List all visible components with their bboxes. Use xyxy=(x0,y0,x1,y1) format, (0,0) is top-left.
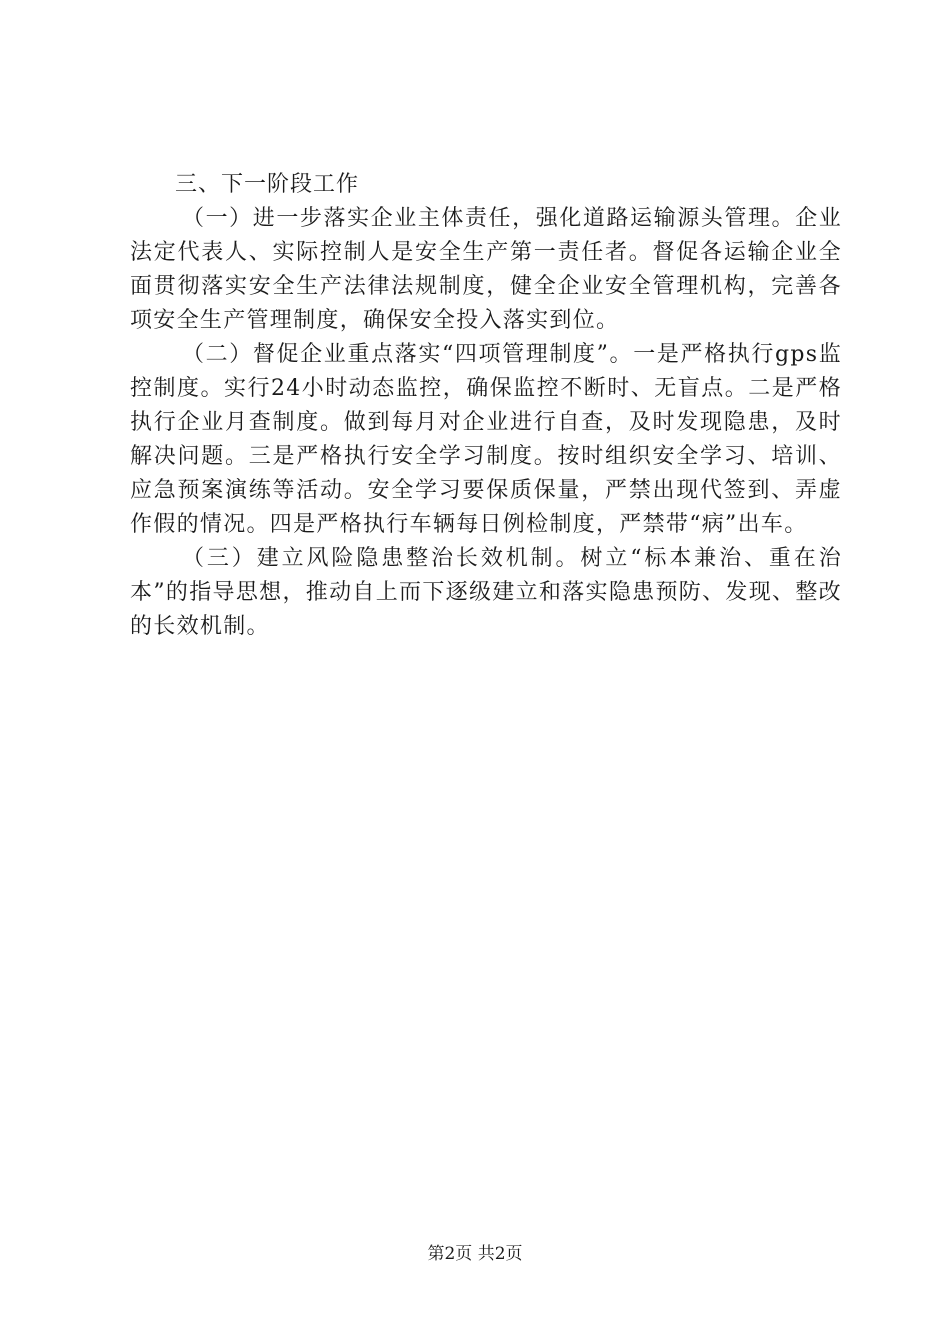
page-number-footer: 第2页 共2页 xyxy=(427,1244,523,1264)
paragraph-3: （三）建立风险隐患整治长效机制。树立“标本兼治、重在治本”的指导思想，推动自上而下逐级建立和落实隐患预防、发现、整改的长效机制。 xyxy=(130,546,842,639)
paragraph-1: （一）进一步落实企业主体责任，强化道路运输源头管理。企业法定代表人、实际控制人是安全生产第一责任者。督促各运输企业全面贯彻落实安全生产法律法规制度，健全企业安全管理机构，完善各项安全生产管理制度，确保安全投入落实到位。 xyxy=(130,206,842,333)
section-heading: 三、下一阶段工作 xyxy=(175,172,360,197)
document-body xyxy=(130,168,842,644)
paragraph-2: （二）督促企业重点落实“四项管理制度”。一是严格执行gps监控制度。实行24小时动态监控，确保监控不断时、无盲点。二是严格执行企业月查制度。做到每月对企业进行自查，及时发现隐患，及时解决问题。三是严格执行安全学习制度。按时组织安全学习、培训、应急预案演练等活动。安全学习要保质保量，严禁出现代签到、弄虚作假的情况。四是严格执行车辆每日例检制度，严禁带“病”出车。 xyxy=(130,342,842,537)
